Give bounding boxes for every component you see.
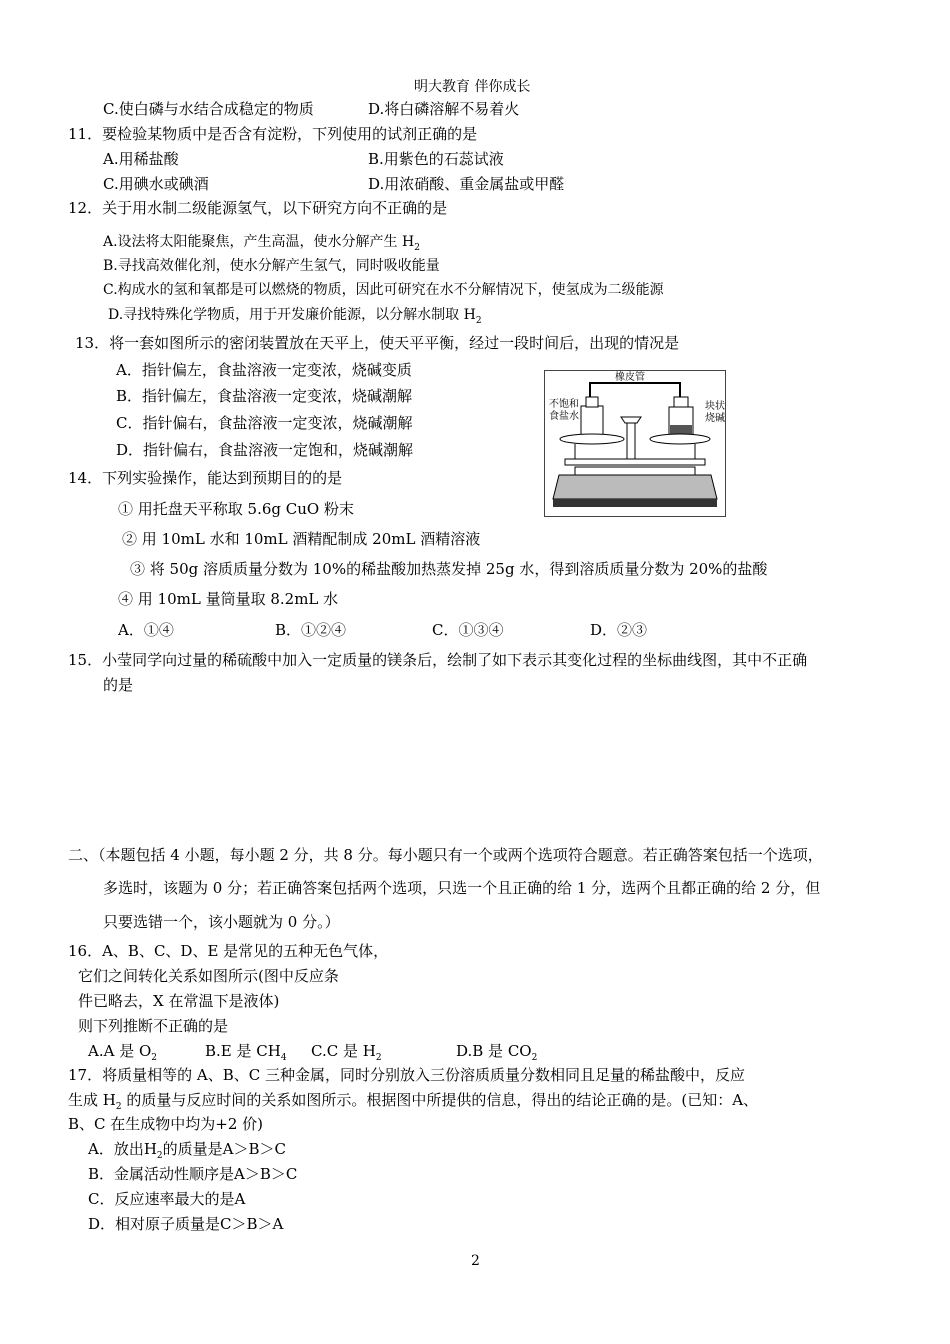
- q12-option-d: D.寻找特殊化学物质，用于开发廉价能源，以分解水制取 $H_2$: [108, 307, 482, 326]
- q14-option-d: D．②③: [590, 621, 648, 639]
- q11-option-a: A.用稀盐酸: [103, 150, 179, 168]
- q14-item-1: ① 用托盘天平称取 5.6g CuO 粉末: [118, 500, 354, 518]
- balance-apparatus-figure: [544, 370, 726, 517]
- q11-option-b: B.用紫色的石蕊试液: [368, 150, 504, 168]
- q14-stem: 14．下列实验操作，能达到预期目的的是: [68, 469, 343, 487]
- q16-option-a: A.A 是 $O_2$: [88, 1042, 158, 1063]
- q16-option-d: D.B 是 $CO_2$: [456, 1042, 538, 1063]
- q12-option-a: A.设法将太阳能聚焦，产生高温，使水分解产生 $H_2$: [103, 234, 420, 253]
- q12-stem: 12．关于用水制二级能源氢气，以下研究方向不正确的是: [68, 199, 448, 217]
- q15-stem-line1: 15．小莹同学向过量的稀硫酸中加入一定质量的镁条后，绘制了如下表示其变化过程的坐标曲线图，其中不正确: [68, 651, 808, 669]
- page-number: 2: [471, 1253, 480, 1269]
- section2-intro-line1: 二、（本题包括 4 小题，每小题 2 分，共 8 分。每小题只有一个或两个选项符合题意。若正确答案包括一个选项，: [68, 846, 823, 864]
- right-label-1: 块状: [705, 401, 725, 412]
- q16-line1: 16．A、B、C、D、E 是常见的五种无色气体，: [68, 942, 389, 960]
- q17-option-a: A．放出$H_2$的质量是A＞B＞C: [88, 1140, 286, 1161]
- left-label-1: 不饱和: [549, 399, 579, 410]
- q17-option-b: B．金属活动性顺序是A＞B＞C: [88, 1165, 298, 1183]
- left-label-2: 食盐水: [549, 411, 579, 422]
- q16-line2: 它们之间转化关系如图所示(图中反应条: [78, 967, 339, 985]
- section2-intro-line2: 多选时，该题为 0 分；若正确答案包括两个选项，只选一个且正确的给 1 分，选两个且都正确的给 2 分，但: [103, 879, 821, 897]
- q13-stem: 13．将一套如图所示的密闭装置放在天平上，使天平平衡，经过一段时间后，出现的情况是: [75, 334, 680, 352]
- tube-label: 橡皮管: [615, 372, 645, 383]
- q16-line4: 则下列推断不正确的是: [78, 1017, 229, 1035]
- q14-item-4: ④ 用 10mL 量筒量取 8.2mL 水: [118, 590, 339, 608]
- q13-option-a: A．指针偏左，食盐溶液一定变浓，烧碱变质: [116, 361, 412, 379]
- q17-option-c: C．反应速率最大的是A: [88, 1190, 246, 1208]
- q13-option-d: D．指针偏右，食盐溶液一定饱和，烧碱潮解: [116, 441, 414, 459]
- q14-option-b: B．①②④: [275, 621, 347, 639]
- right-label-2: 烧碱: [705, 413, 725, 424]
- q11-stem: 11．要检验某物质中是否含有淀粉，下列使用的试剂正确的是: [68, 125, 478, 143]
- q13-option-b: B．指针偏左，食盐溶液一定变浓，烧碱潮解: [116, 387, 413, 405]
- page-header: 明大教育 伴你成长: [414, 79, 531, 95]
- q14-option-a: A．①④: [118, 621, 174, 639]
- q12-option-b: B.寻找高效催化剂，使水分解产生氢气，同时吸收能量: [103, 258, 440, 274]
- q17-option-d: D．相对原子质量是C＞B＞A: [88, 1215, 284, 1233]
- q10-option-d: D.将白磷溶解不易着火: [368, 100, 520, 118]
- q17-line2: 生成 $H_2$ 的质量与反应时间的关系如图所示。根据图中所提供的信息，得出的结论正确的是。(已知：A、: [68, 1091, 759, 1112]
- q17-line1: 17．将质量相等的 A、B、C 三种金属，同时分别放入三份溶质质量分数相同且足量的稀盐酸中，反应: [68, 1066, 745, 1084]
- q10-option-c: C.使白磷与水结合成稳定的物质: [103, 100, 314, 118]
- q16-option-c: C.C 是 $H_2$: [311, 1042, 382, 1063]
- q16-option-b: B.E 是 $CH_4$: [205, 1042, 287, 1063]
- q14-option-c: C．①③④: [432, 621, 504, 639]
- section2-intro-line3: 只要选错一个，该小题就为 0 分。）: [103, 913, 340, 931]
- q11-option-d: D.用浓硝酸、重金属盐或甲醛: [368, 175, 565, 193]
- q11-option-c: C.用碘水或碘酒: [103, 175, 209, 193]
- q13-option-c: C．指针偏右，食盐溶液一定变浓，烧碱潮解: [116, 414, 413, 432]
- q14-item-3: ③ 将 50g 溶质质量分数为 10%的稀盐酸加热蒸发掉 25g 水，得到溶质质量分数为 20%的盐酸: [130, 560, 768, 578]
- q12-option-c: C.构成水的氢和氧都是可以燃烧的物质，因此可研究在水不分解情况下，使氢成为二级能源: [103, 282, 664, 298]
- q14-item-2: ② 用 10mL 水和 10mL 酒精配制成 20mL 酒精溶液: [122, 530, 481, 548]
- q17-line3: B、C 在生成物中均为+2 价): [68, 1115, 264, 1133]
- q16-line3: 件已略去，X 在常温下是液体): [78, 992, 280, 1010]
- q15-stem-line2: 的是: [103, 676, 134, 694]
